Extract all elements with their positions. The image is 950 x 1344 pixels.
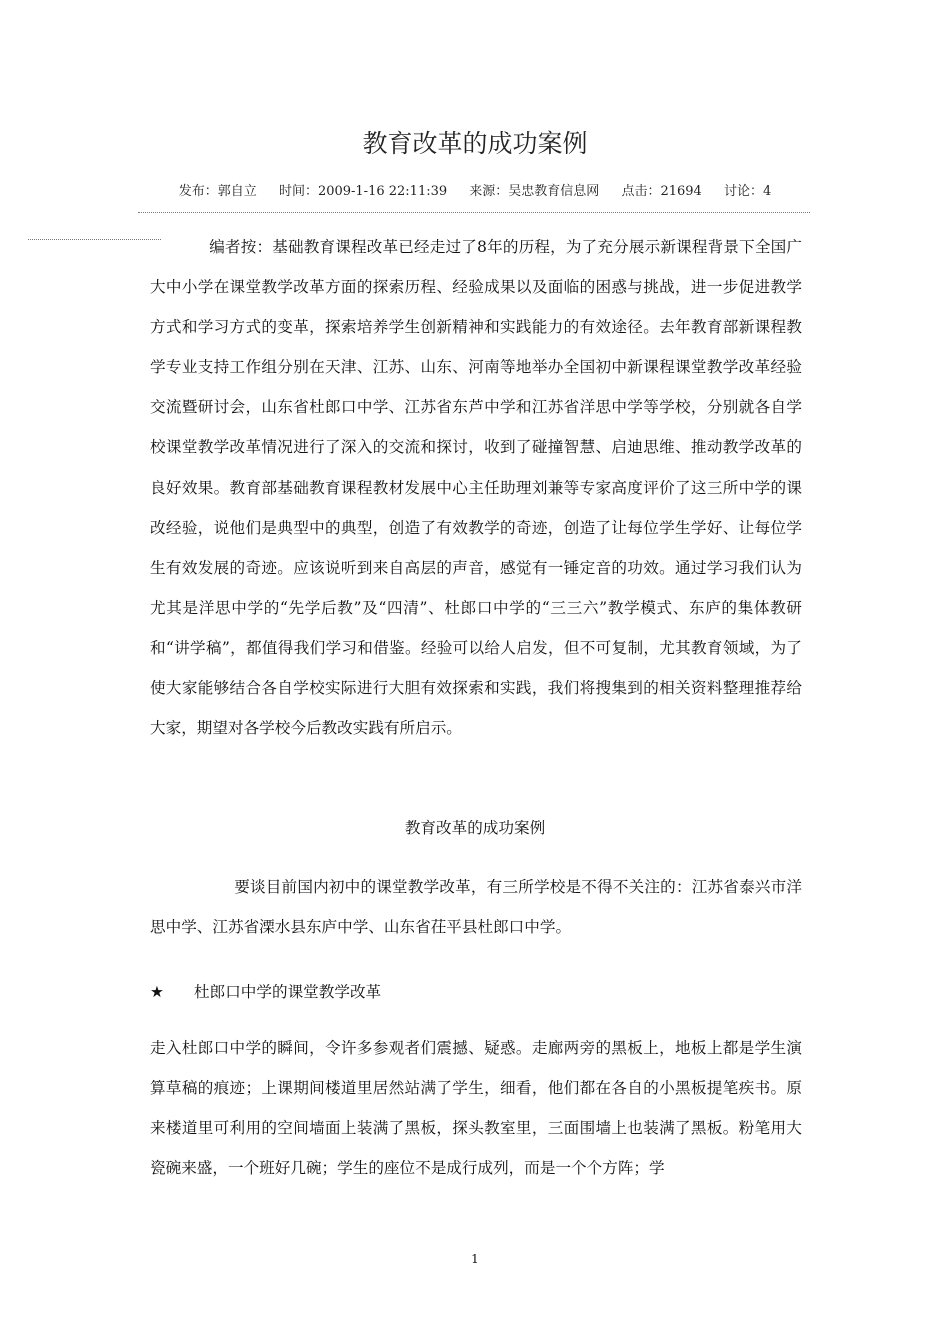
intro-paragraph: 要谈目前国内初中的课堂教学改革，有三所学校是不得不关注的：江苏省泰兴市洋思中学、江苏省溧水县东庐中学、山东省茌平县杜郎口中学。	[150, 878, 802, 937]
section-subtitle: 教育改革的成功案例	[404, 819, 546, 837]
star-icon: ★	[150, 983, 164, 1001]
meta-time: 时间：2009-1-16 22:11:39	[278, 184, 448, 199]
meta-comments: 讨论：4	[723, 184, 772, 199]
side-divider	[28, 239, 161, 240]
section-body-paragraph: 走入杜郎口中学的瞬间，令许多参观者们震撼、疑惑。走廊两旁的黑板上，地板上都是学生演算草稿的痕迹；上课期间楼道里居然站满了学生，细看，他们都在各自的小黑板提笔疾书。原来楼道里可利用的空间墙面上装满了黑板，探头教室里，三面围墙上也装满了黑板。粉笔用大瓷碗来盛，一个班好几碗；学生的座位不是成行成列，而是一个个方阵；学	[150, 1039, 802, 1178]
section-heading	[150, 981, 381, 1003]
meta-source: 来源：吴忠教育信息网	[469, 184, 600, 199]
page-number: 1	[471, 1252, 479, 1266]
meta-clicks: 点击：21694	[621, 184, 702, 199]
editor-note-paragraph: 编者按：基础教育课程改革已经走过了8年的历程，为了充分展示新课程背景下全国广大中小学在课堂教学改革方面的探索历程、经验成果以及面临的困惑与挑战，进一步促进教学方式和学习方式的变革，探索培养学生创新精神和实践能力的有效途径。去年教育部新课程教学专业支持工作组分别在天津、江苏、山东、河南等地举办全国初中新课程课堂教学改革经验交流暨研讨会，山东省杜郎口中学、江苏省东芦中学和江苏省洋思中学等学校，分别就各自学校课堂教学改革情况进行了深入的交流和探讨，收到了碰撞智慧、启迪思维、推动教学改革的良好效果。教育部基础教育课程教材发展中心主任助理刘兼等专家高度评价了这三所中学的课改经验，说他们是典型中的典型，创造了有效教学的奇迹，创造了让每位学生学好、让每位学生有效发展的奇迹。应该说听到来自高层的声音，感觉有一锤定音的功效。通过学习我们认为尤其是洋思中学的“先学后教”及“四清”、杜郎口中学的“三三六”教学模式、东庐的集体教研和“讲学稿”，都值得我们学习和借鉴。经验可以给人启发，但不可复制，尤其教育领域，为了使大家能够结合各自学校实际进行大胆有效探索和实践，我们将搜集到的相关资料整理推荐给大家，期望对各学校今后教改实践有所启示。	[150, 238, 802, 738]
header-divider	[138, 212, 810, 213]
article-meta	[0, 183, 950, 201]
article-title: 教育改革的成功案例	[362, 129, 588, 158]
meta-publisher: 发布：郭自立	[178, 184, 257, 199]
section-heading-text: 杜郎口中学的课堂教学改革	[194, 983, 382, 1001]
